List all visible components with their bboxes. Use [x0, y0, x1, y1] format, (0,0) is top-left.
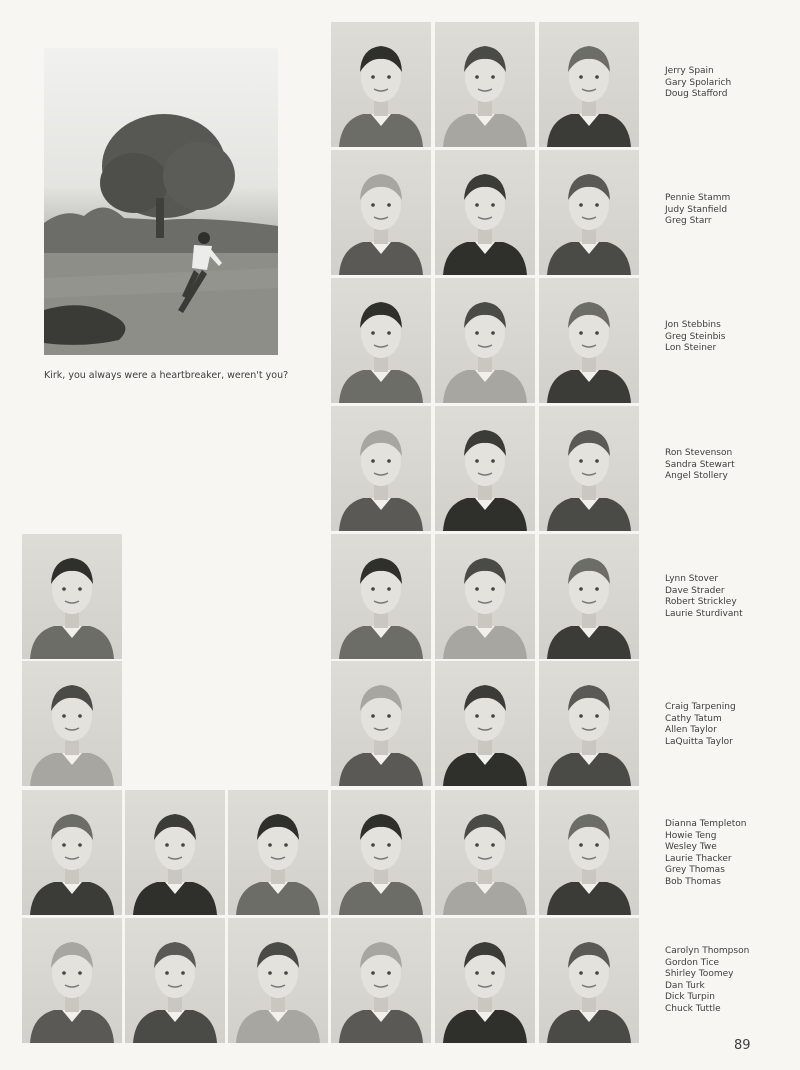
student-portrait — [435, 534, 535, 659]
student-portrait — [331, 790, 431, 915]
name-group-6 — [665, 702, 795, 748]
name-group-2 — [665, 193, 795, 228]
student-name: Sandra Stewart — [665, 459, 735, 470]
name-group-3 — [665, 320, 795, 355]
name-group-1 — [665, 66, 795, 101]
page-number: 89 — [734, 1038, 751, 1053]
student-portrait — [22, 534, 122, 659]
student-portrait — [331, 406, 431, 531]
student-portrait — [331, 22, 431, 147]
student-name: Jon Stebbins — [665, 320, 721, 330]
student-name: Bob Thomas — [665, 876, 721, 887]
student-name: Angel Stollery — [665, 471, 728, 481]
student-portrait — [22, 918, 122, 1043]
student-name: Gordon Tice — [665, 957, 720, 968]
student-portrait — [539, 918, 639, 1043]
student-name: Allen Taylor — [665, 725, 717, 735]
student-portrait — [539, 406, 639, 531]
student-portrait — [228, 790, 328, 915]
student-name: Laurie Thacker — [665, 853, 732, 864]
student-portrait — [22, 790, 122, 915]
student-name: Dan Turk — [665, 980, 705, 991]
student-name: LaQuitta Taylor — [665, 736, 733, 747]
candid-photo — [44, 48, 278, 355]
student-name: Dianna Templeton — [665, 819, 747, 829]
student-portrait — [435, 150, 535, 275]
student-portrait — [539, 534, 639, 659]
student-name: Cathy Tatum — [665, 713, 722, 724]
name-group-5 — [665, 574, 795, 620]
name-group-4 — [665, 448, 795, 483]
student-name: Judy Stanfield — [665, 204, 728, 215]
student-portrait — [331, 918, 431, 1043]
student-name: Ron Stevenson — [665, 448, 733, 458]
student-name: Laurie Sturdivant — [665, 608, 743, 619]
student-name: Lon Steiner — [665, 343, 717, 353]
student-portrait — [435, 661, 535, 786]
student-name: Doug Stafford — [665, 89, 728, 99]
student-portrait — [539, 790, 639, 915]
name-group-7 — [665, 819, 795, 888]
student-name: Howie Teng — [665, 830, 717, 841]
student-name: Chuck Tuttle — [665, 1003, 721, 1014]
student-name: Gary Spolarich — [665, 77, 732, 88]
student-name: Robert Strickley — [665, 597, 737, 607]
student-name: Dave Strader — [665, 585, 725, 596]
student-name: Dick Turpin — [665, 992, 715, 1002]
name-group-8 — [665, 946, 795, 1015]
candid-caption: Kirk, you always were a heartbreaker, weren't you? — [44, 370, 289, 381]
student-name: Lynn Stover — [665, 574, 719, 584]
student-name: Greg Steinbis — [665, 331, 726, 342]
student-name: Craig Tarpening — [665, 702, 736, 712]
student-portrait — [435, 790, 535, 915]
student-portrait — [539, 150, 639, 275]
student-portrait — [228, 918, 328, 1043]
student-portrait — [435, 918, 535, 1043]
student-portrait — [435, 278, 535, 403]
student-portrait — [435, 22, 535, 147]
student-portrait — [331, 534, 431, 659]
student-portrait — [331, 278, 431, 403]
student-portrait — [331, 150, 431, 275]
student-portrait — [22, 661, 122, 786]
student-name: Carolyn Thompson — [665, 946, 750, 956]
student-portrait — [435, 406, 535, 531]
student-name: Grey Thomas — [665, 865, 725, 875]
student-name: Shirley Toomey — [665, 969, 734, 979]
student-portrait — [125, 790, 225, 915]
student-name: Greg Starr — [665, 216, 712, 226]
student-portrait — [125, 918, 225, 1043]
student-name: Jerry Spain — [665, 66, 714, 76]
student-portrait — [539, 661, 639, 786]
student-portrait — [539, 22, 639, 147]
student-name: Pennie Stamm — [665, 193, 731, 203]
student-name: Wesley Twe — [665, 842, 717, 852]
student-portrait — [539, 278, 639, 403]
student-portrait — [331, 661, 431, 786]
